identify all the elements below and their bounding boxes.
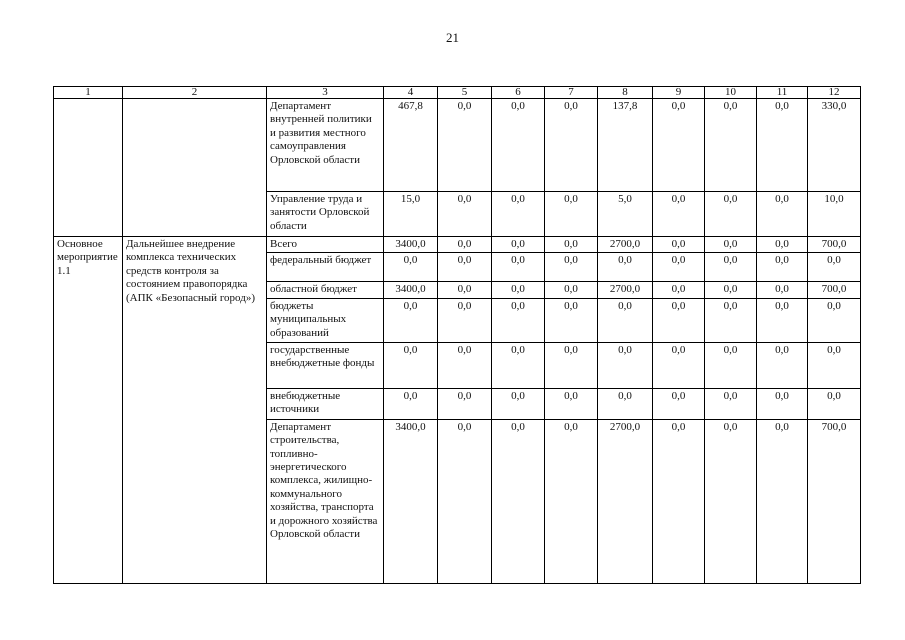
table-cell: 0,0 [757,237,808,253]
table-cell: 0,0 [384,388,438,419]
column-header: 6 [492,87,545,99]
table-cell: 0,0 [705,419,757,583]
table-cell: 0,0 [438,99,492,192]
table-cell: 0,0 [438,342,492,388]
table-cell: 0,0 [653,298,705,342]
table-cell: 0,0 [545,298,598,342]
table-cell: 0,0 [438,298,492,342]
table-cell: 3400,0 [384,419,438,583]
table-cell: 3400,0 [384,237,438,253]
table-cell: 2700,0 [598,237,653,253]
table-cell: 0,0 [808,253,861,282]
table-cell: 0,0 [808,388,861,419]
table-cell: 700,0 [808,237,861,253]
table-cell: 0,0 [492,192,545,237]
table-row [54,237,861,253]
table-cell: 0,0 [384,298,438,342]
table-cell: 0,0 [757,192,808,237]
table-cell: 0,0 [492,282,545,298]
header-row [54,87,861,99]
table-cell: 5,0 [598,192,653,237]
table-cell: 0,0 [492,237,545,253]
table-cell: 0,0 [545,282,598,298]
column-header: 4 [384,87,438,99]
table-cell: 0,0 [653,253,705,282]
table-cell: 0,0 [492,388,545,419]
table-cell: 0,0 [438,282,492,298]
table-row [54,99,861,192]
table-cell: 467,8 [384,99,438,192]
table-cell: 0,0 [492,253,545,282]
row-label: Управление труда и занятости Орловской области [267,192,384,237]
table-cell: 137,8 [598,99,653,192]
column-header: 12 [808,87,861,99]
row-label: Департамент строительства, топливно-энергетического комплекса, жилищно-коммунального хозяйства, транспорта и дорожного хозяйства Орловской области [267,419,384,583]
table-cell: 0,0 [438,237,492,253]
table-cell: 0,0 [545,192,598,237]
page-number: 21 [446,30,459,45]
measure-name: Основное мероприятие 1.1 [54,237,123,584]
table-cell: 0,0 [545,342,598,388]
table-cell: 0,0 [545,237,598,253]
table-cell: 0,0 [653,342,705,388]
table-cell: 0,0 [438,419,492,583]
column-header: 5 [438,87,492,99]
row-label: Департамент внутренней политики и развития местного самоуправления Орловской области [267,99,384,192]
budget-table [53,86,861,584]
column-header: 11 [757,87,808,99]
table-cell: 0,0 [384,342,438,388]
column-header: 7 [545,87,598,99]
table-cell: 2700,0 [598,419,653,583]
empty-cell [123,99,267,237]
table-cell: 0,0 [808,342,861,388]
column-header: 8 [598,87,653,99]
measure-description: Дальнейшее внедрение комплекса технических средств контроля за состоянием правопорядка (АПК «Безопасный город») [123,237,267,584]
table-cell: 0,0 [705,388,757,419]
table-cell: 15,0 [384,192,438,237]
table-cell: 0,0 [384,253,438,282]
table-cell: 700,0 [808,282,861,298]
table-cell: 0,0 [705,282,757,298]
table-cell: 3400,0 [384,282,438,298]
empty-cell [54,99,123,237]
column-header: 10 [705,87,757,99]
table-cell: 0,0 [598,298,653,342]
table-cell: 0,0 [438,192,492,237]
table-cell: 0,0 [653,237,705,253]
table-cell: 2700,0 [598,282,653,298]
row-label: федеральный бюджет [267,253,384,282]
table-cell: 0,0 [757,419,808,583]
table-cell: 0,0 [545,388,598,419]
table-cell: 0,0 [492,298,545,342]
row-label: бюджеты муниципальных образований [267,298,384,342]
table-cell: 0,0 [492,99,545,192]
column-header: 1 [54,87,123,99]
column-header: 2 [123,87,267,99]
table-cell: 0,0 [438,388,492,419]
table-cell: 0,0 [653,419,705,583]
row-label: государственные внебюджетные фонды [267,342,384,388]
table-cell: 0,0 [757,253,808,282]
table-cell: 0,0 [705,342,757,388]
table-cell: 0,0 [598,388,653,419]
table-cell: 700,0 [808,419,861,583]
table-cell: 0,0 [653,99,705,192]
table-cell: 0,0 [705,99,757,192]
table-cell: 330,0 [808,99,861,192]
table-cell: 0,0 [757,282,808,298]
table-cell: 0,0 [653,192,705,237]
row-label: областной бюджет [267,282,384,298]
table-cell: 0,0 [545,99,598,192]
table-cell: 0,0 [757,388,808,419]
table-cell: 0,0 [757,298,808,342]
table-cell: 0,0 [492,419,545,583]
column-header: 9 [653,87,705,99]
table-cell: 0,0 [705,253,757,282]
table-cell: 0,0 [545,253,598,282]
table-cell: 0,0 [705,298,757,342]
row-label: Всего [267,237,384,253]
table-cell: 0,0 [757,99,808,192]
table-cell: 0,0 [808,298,861,342]
table-cell: 0,0 [598,253,653,282]
row-label: внебюджетные источники [267,388,384,419]
table-cell: 0,0 [653,282,705,298]
table-cell: 0,0 [705,192,757,237]
table-cell: 0,0 [438,253,492,282]
table-cell: 0,0 [598,342,653,388]
table-cell: 0,0 [757,342,808,388]
table-cell: 0,0 [653,388,705,419]
column-header: 3 [267,87,384,99]
table-cell: 0,0 [545,419,598,583]
table-cell: 10,0 [808,192,861,237]
table-cell: 0,0 [705,237,757,253]
table-cell: 0,0 [492,342,545,388]
